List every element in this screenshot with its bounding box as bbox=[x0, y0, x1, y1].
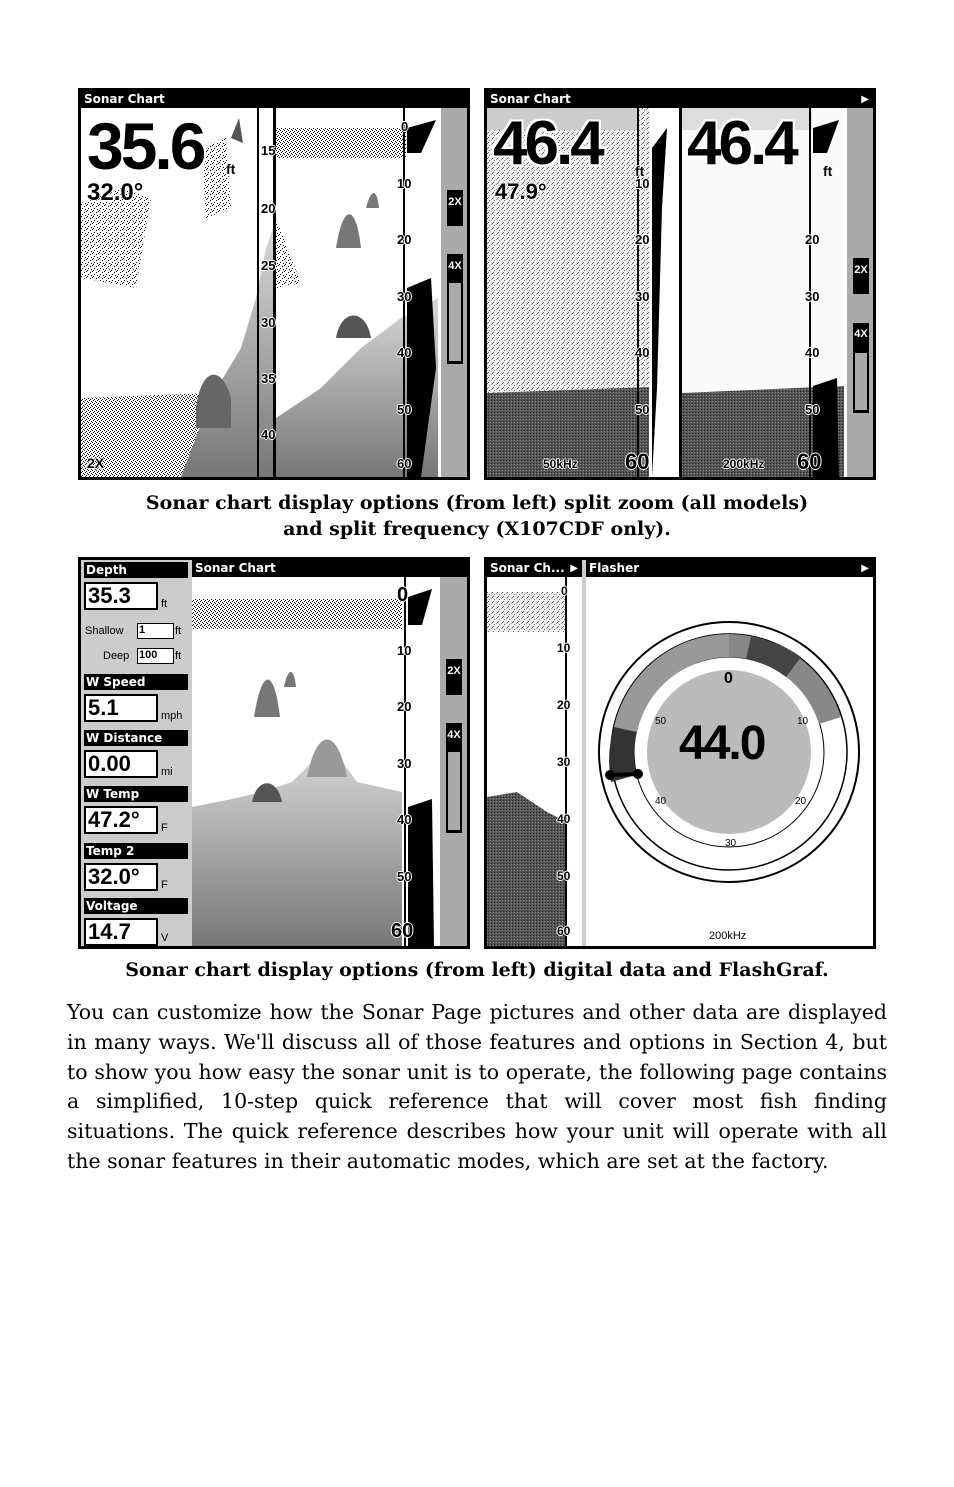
right-scale-tick: 10 bbox=[397, 176, 412, 191]
sonar-chart-titlebar bbox=[81, 91, 467, 108]
dial-label-50: 50 bbox=[655, 716, 667, 727]
zoom-2x-button[interactable]: 2X bbox=[447, 665, 461, 677]
sonar-chart-title: Sonar Chart bbox=[490, 92, 571, 106]
body-paragraph: You can customize how the Sonar Page pictures and other data are displayed in many ways. We'll discuss all of those features and options in Section 4, but to show you how easy the sonar unit is to operate, the following page contains a simplified, 10-step quick reference that will cover most fish finding situations. The quick reference describes how your unit will operate with all the sonar features in their automatic modes, which are set at the factory. bbox=[67, 1000, 887, 1173]
right-scale-tick: 30 bbox=[805, 289, 820, 304]
sonar-chart-title: Sonar Chart bbox=[195, 561, 276, 575]
right-scale-tick: 60 bbox=[397, 456, 412, 471]
zoom-level-label: 2X bbox=[87, 455, 105, 471]
flasher-titlebar bbox=[586, 560, 873, 577]
shallow-label: Shallow bbox=[85, 625, 124, 637]
right-frequency-label: 200kHz bbox=[723, 457, 765, 471]
shallow-unit: ft bbox=[175, 625, 182, 637]
digital-scale-tick: 20 bbox=[397, 699, 412, 714]
digital-data-screen bbox=[78, 557, 470, 949]
temp2-box-value: 32.0° bbox=[84, 863, 158, 891]
w-distance-box-value: 0.00 bbox=[84, 750, 158, 778]
split-zoom-screen bbox=[78, 88, 470, 480]
left-scale-tick: 50 bbox=[635, 402, 650, 417]
w-speed-box-label: W Speed bbox=[84, 674, 188, 690]
digital-sonar-graphic bbox=[192, 577, 467, 946]
digital-scale-tick: 50 bbox=[397, 869, 412, 884]
left-scale-tick: 30 bbox=[635, 289, 650, 304]
split-zoom-depth-unit: ft bbox=[226, 161, 236, 177]
dial-label-30: 30 bbox=[725, 838, 737, 849]
digital-data-panel bbox=[81, 560, 189, 946]
menu-arrow-icon[interactable]: ▶ bbox=[861, 94, 869, 105]
split-zoom-temp-readout: 32.0° bbox=[87, 179, 144, 206]
split-frequency-temp: 47.9° bbox=[495, 179, 547, 204]
sonar-chart-title: Sonar Chart bbox=[84, 92, 165, 106]
left-scale-tick: 40 bbox=[261, 427, 276, 442]
w-distance-box-label: W Distance bbox=[84, 730, 188, 746]
right-scale-tick: 30 bbox=[397, 289, 412, 304]
zoom-2x-button[interactable]: 2X bbox=[448, 196, 462, 208]
digital-scale-tick: 40 bbox=[397, 812, 412, 827]
w-distance-box-unit: mi bbox=[161, 766, 173, 778]
mini-scale-tick: 50 bbox=[557, 869, 571, 883]
temp2-box-unit: F bbox=[161, 879, 168, 891]
w-speed-box-value: 5.1 bbox=[84, 694, 158, 722]
dial-label-20: 20 bbox=[795, 796, 807, 807]
depth-box-label: Depth bbox=[84, 562, 188, 578]
flashgraf-screen bbox=[484, 557, 876, 949]
left-scale-tick: 15 bbox=[261, 143, 276, 158]
flasher-frequency-label: 200kHz bbox=[709, 930, 747, 942]
w-temp-box-unit: F bbox=[161, 822, 168, 834]
split-frequency-right-unit: ft bbox=[823, 163, 833, 179]
zoom-4x-button[interactable]: 4X bbox=[854, 328, 868, 340]
left-scale-tick: 20 bbox=[635, 232, 650, 247]
right-scale-tick: 50 bbox=[805, 402, 820, 417]
sonar-chart-titlebar bbox=[192, 560, 467, 577]
w-temp-box-value: 47.2° bbox=[84, 806, 158, 834]
right-scale-tick: 20 bbox=[805, 232, 820, 247]
w-speed-box-unit: mph bbox=[161, 710, 183, 722]
mini-scale-tick: 30 bbox=[557, 755, 571, 769]
figure1-caption-line2: and split frequency (X107CDF only). bbox=[283, 518, 671, 540]
sonar-chart-titlebar bbox=[487, 91, 873, 108]
left-scale-tick: 35 bbox=[261, 371, 276, 386]
menu-arrow-icon[interactable]: ▶ bbox=[861, 563, 869, 574]
depth-box-unit: ft bbox=[161, 598, 168, 610]
left-frequency-label: 50kHz bbox=[543, 457, 578, 471]
zoom-2x-button[interactable]: 2X bbox=[854, 264, 868, 276]
mini-scale-tick: 40 bbox=[557, 812, 571, 826]
split-frequency-left-unit: ft bbox=[635, 163, 645, 179]
right-scale-tick: 20 bbox=[397, 232, 412, 247]
sonar-chart-small-title: Sonar Ch... bbox=[490, 561, 565, 575]
zoom-4x-button[interactable]: 4X bbox=[448, 260, 462, 272]
right-scale-tick: 40 bbox=[805, 345, 820, 360]
deep-unit: ft bbox=[175, 650, 182, 662]
left-scale-tick: 40 bbox=[635, 345, 650, 360]
left-scale-tick: 30 bbox=[261, 315, 276, 330]
left-scale-tick: 25 bbox=[261, 258, 276, 273]
voltage-box-label: Voltage bbox=[84, 898, 188, 914]
left-scale-tick: 20 bbox=[261, 201, 276, 216]
digital-scale-tick: 10 bbox=[397, 643, 412, 658]
split-zoom-depth-readout: 35.6 bbox=[87, 109, 204, 183]
split-frequency-left-depth: 46.4 bbox=[493, 109, 602, 178]
w-temp-box-label: W Temp bbox=[84, 786, 188, 802]
left-scale-tick: 10 bbox=[635, 176, 650, 191]
deep-label: Deep bbox=[103, 650, 130, 662]
right-scale-tick: 50 bbox=[397, 402, 412, 417]
digital-scale-tick: 30 bbox=[397, 756, 412, 771]
mini-scale-tick: 60 bbox=[557, 924, 571, 938]
sonar-chart-small-titlebar bbox=[487, 560, 582, 577]
temp2-box-label: Temp 2 bbox=[84, 843, 188, 859]
shallow-value[interactable]: 1 bbox=[137, 623, 174, 639]
flasher-depth-readout: 44.0 bbox=[679, 717, 765, 770]
digital-scale-tick: 0 bbox=[397, 584, 409, 606]
right-bottom-depth: 60 bbox=[797, 449, 822, 474]
voltage-box-unit: V bbox=[161, 932, 169, 944]
split-frequency-right-depth: 46.4 bbox=[687, 109, 796, 178]
depth-box-value: 35.3 bbox=[84, 582, 158, 610]
right-scale-tick: 0 bbox=[401, 119, 409, 134]
dial-label-0: 0 bbox=[724, 670, 733, 687]
mini-scale-tick: 0 bbox=[561, 584, 568, 598]
dial-label-40: 40 bbox=[655, 796, 667, 807]
dial-label-10: 10 bbox=[797, 716, 809, 727]
split-frequency-screen bbox=[484, 88, 876, 480]
figure2-caption: Sonar chart display options (from left) digital data and FlashGraf. bbox=[125, 959, 829, 981]
menu-arrow-icon[interactable]: ▶ bbox=[570, 563, 578, 574]
mini-scale-tick: 10 bbox=[557, 641, 571, 655]
left-bottom-depth: 60 bbox=[625, 449, 650, 474]
right-scale-tick: 40 bbox=[397, 345, 412, 360]
flasher-title: Flasher bbox=[589, 561, 640, 575]
mini-scale-tick: 20 bbox=[557, 698, 571, 712]
voltage-box-value: 14.7 bbox=[84, 918, 158, 946]
figure1-caption-line1: Sonar chart display options (from left) split zoom (all models) bbox=[145, 492, 809, 514]
digital-scale-tick: 60 bbox=[391, 920, 414, 942]
deep-value[interactable]: 100 bbox=[137, 648, 174, 664]
zoom-4x-button[interactable]: 4X bbox=[447, 729, 461, 741]
